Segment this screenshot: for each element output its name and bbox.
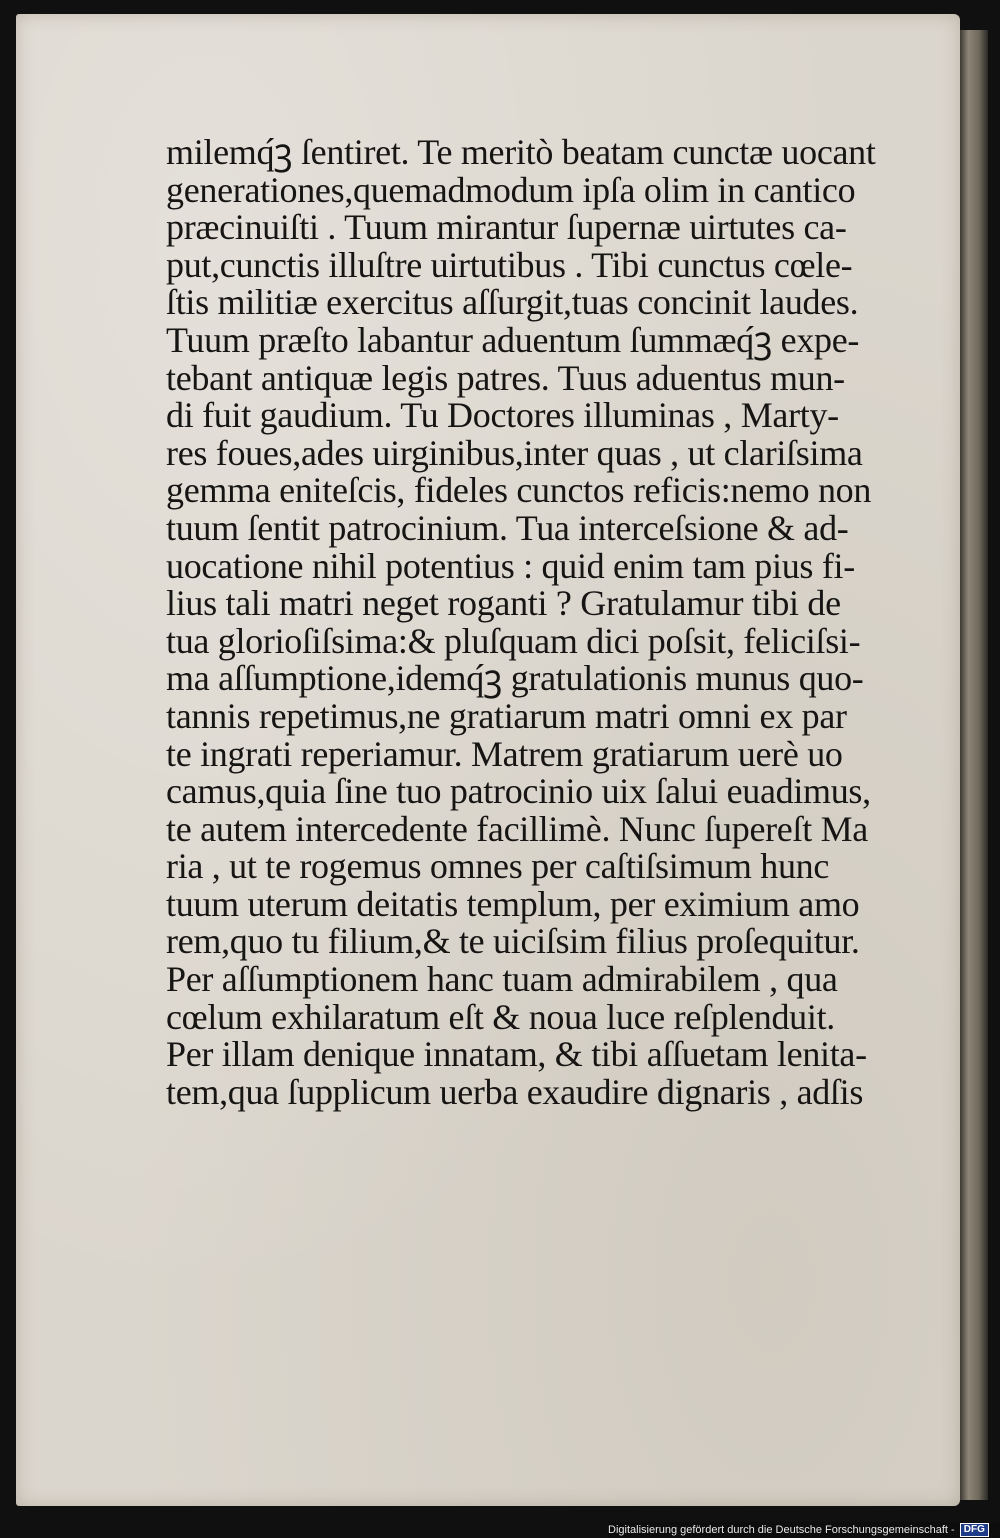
text-line-23: Per aſſumptionem hanc tuam admirabilem , qua [166,959,838,1000]
book-edge [958,30,988,1500]
text-line-14: tua glorioſiſsima:& pluſquam dici poſsit, feliciſsi- [166,620,861,661]
paper-page [16,14,960,1506]
text-line-10: gemma eniteſcis, fideles cunctos reficis:nemo non [166,470,872,511]
text-line-12: uocatione nihil potentius : quid enim tam pius fi- [166,545,855,586]
text-line-17: te ingrati reperiamur. Matrem gratiarum uerè uo [166,733,843,774]
text-line-15: ma aſſumptione,idemq́ꝫ gratulationis munus quo- [166,658,864,699]
text-line-18: camus,quia ſine tuo patrocinio uix ſalui euadimus, [166,771,871,812]
text-line-1: milemq́ꝫ ſentiret. Te meritò beatam cunctæ uocant [166,132,876,172]
credit-text: Digitalisierung gefördert durch die Deutsche Forschungsgemeinschaft - [608,1524,955,1536]
text-line-11: tuum ſentit patrocinium. Tua interceſsione & ad- [166,507,849,548]
dfg-logo: DFG [960,1523,989,1537]
text-line-16: tannis repetimus,ne gratiarum matri omni ex par [166,695,847,736]
text-line-6: Tuum præſto labantur aduentum ſummæq́ꝫ expe- [166,319,860,360]
text-line-3: præcinuiſti . Tuum mirantur ſupernæ uirtutes ca- [166,207,847,248]
text-line-19: te autem intercedente facillimè. Nunc ſupereſt Ma [166,808,868,849]
text-line-25: Per illam denique innatam, & tibi aſſuetam lenita- [166,1034,867,1075]
digitization-credit [608,1522,1000,1538]
text-line-26: tem,qua ſupplicum uerba exaudire dignaris , adſis [166,1071,864,1112]
body-text [166,134,956,1111]
text-line-8: di fuit gaudium. Tu Doctores illuminas , Marty- [166,395,839,436]
text-line-21: tuum uterum deitatis templum, per eximium amo [166,883,860,924]
text-line-9: res foues,ades uirginibus,inter quas , ut clariſsima [166,432,863,473]
text-line-13: lius tali matri neget roganti ? Gratulamur tibi de [166,583,841,624]
text-line-7: tebant antiquæ legis patres. Tuus aduentus mun- [166,357,845,398]
text-line-24: cœlum exhilaratum eſt & noua luce reſplenduit. [166,996,835,1037]
text-line-5: ſtis militiæ exercitus aſſurgit,tuas concinit laudes. [166,282,859,323]
text-line-20: ria , ut te rogemus omnes per caſtiſsimum hunc [166,846,830,887]
text-line-4: put,cunctis illuſtre uirtutibus . Tibi cunctus cœle- [166,244,853,285]
text-line-22: rem,quo tu filium,& te uiciſsim filius proſequitur. [166,921,860,962]
text-line-2: generationes,quemadmodum ipſa olim in cantico [166,169,856,210]
